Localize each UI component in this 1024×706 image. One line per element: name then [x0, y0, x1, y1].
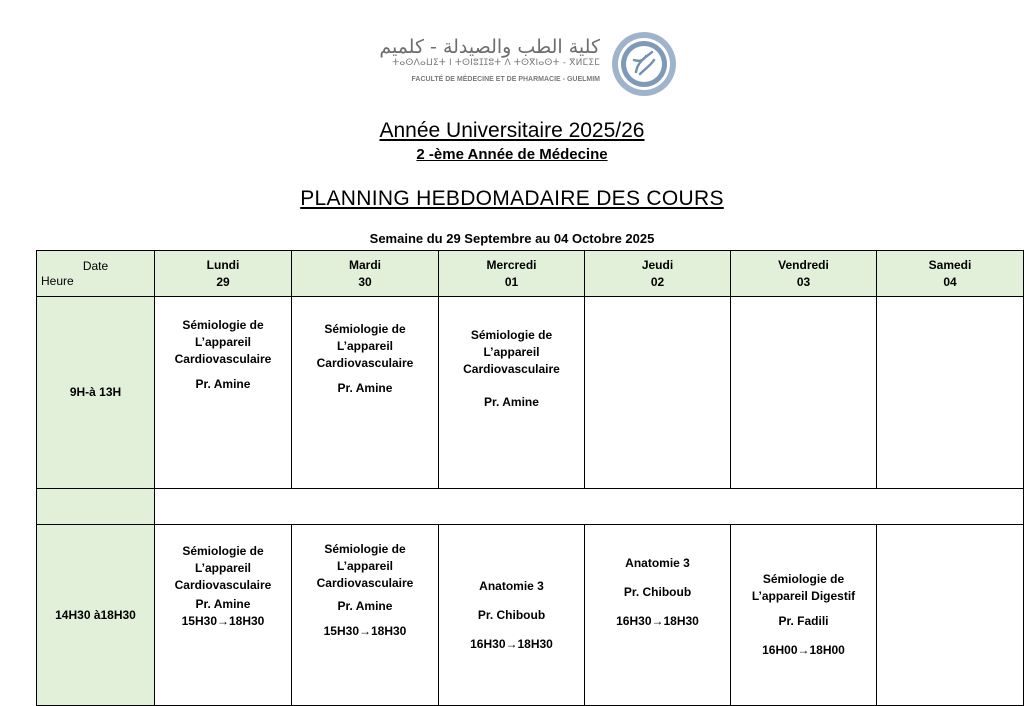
course-line: L’appareil [194, 561, 252, 575]
day-number: 29 [216, 274, 230, 289]
day-header-jeudi [585, 251, 731, 297]
break-span-cell [155, 489, 1024, 525]
faculty-name-arabic: كلية الطب والصيدلة - كلميم [379, 36, 600, 58]
faculty-logo [610, 30, 678, 98]
professor-name: Pr. Amine [337, 381, 393, 395]
day-header-vendredi [731, 251, 877, 297]
morning-row [37, 297, 1024, 489]
course-cell-samedi-morning [877, 297, 1024, 489]
course-cell-mardi-afternoon [292, 525, 439, 706]
day-number: 03 [796, 274, 811, 289]
course-cell-jeudi-morning [585, 297, 731, 489]
day-header-mardi [292, 251, 439, 297]
day-name: Vendredi [778, 257, 829, 272]
professor-name: Pr. Amine [195, 377, 251, 391]
course-line: Cardiovasculaire [463, 362, 560, 376]
course-cell-samedi-afternoon [877, 525, 1024, 706]
break-time-cell [37, 489, 155, 525]
break-row [37, 489, 1024, 525]
planning-title: PLANNING HEBDOMADAIRE DES COURS [300, 187, 724, 210]
corner-date-label: Date [82, 259, 109, 273]
day-header-samedi [877, 251, 1024, 297]
course-title: Anatomie 3 [479, 578, 544, 593]
day-number: 01 [504, 274, 519, 289]
day-name: Mardi [348, 257, 381, 272]
schedule-table [36, 250, 1024, 706]
course-cell-mercredi-morning [439, 297, 585, 489]
course-hours: 16H30→18H30 [616, 614, 699, 628]
course-cell-mercredi-afternoon [439, 525, 585, 706]
day-header-mercredi [439, 251, 585, 297]
week-label: Semaine du 29 Septembre au 04 Octobre 2025 [369, 231, 655, 246]
course-cell-vendredi-morning [731, 297, 877, 489]
study-year-subtitle: 2 -ème Année de Médecine [416, 146, 608, 163]
professor-name: Pr. Chiboub [623, 585, 692, 599]
course-line: Sémiologie de [762, 572, 845, 586]
day-number: 30 [358, 274, 372, 289]
professor-name: Pr. Fadili [778, 614, 829, 628]
corner-heure-label: Heure [41, 274, 74, 288]
course-cell-mardi-morning [292, 297, 439, 489]
time-slot-afternoon: 14H30 à18H30 [37, 525, 155, 706]
course-cell-vendredi-afternoon [731, 525, 877, 706]
course-hours: 16H00→18H00 [762, 643, 845, 657]
time-slot-morning: 9H-à 13H [37, 297, 155, 489]
course-line: Cardiovasculaire [174, 352, 272, 366]
day-number: 04 [943, 274, 957, 289]
course-hours: 15H30→18H30 [181, 614, 265, 628]
professor-name: Pr. Amine [484, 395, 539, 409]
course-cell-lundi-afternoon [155, 525, 292, 706]
course-hours: 15H30→18H30 [323, 624, 407, 638]
faculty-name-tifinagh: ⵜⴰⵙⴷⴰⵡⵉⵜ ⵏ ⵜⵙⵏⵓⵊⵊⵓⵜ ⴷ ⵜⵙⴳⵏⴰⵙⵜ - ⴳⵍⵎⵉⵎ [392, 58, 600, 68]
course-cell-jeudi-afternoon [585, 525, 731, 706]
course-line: Cardiovasculaire [316, 356, 414, 370]
day-number: 02 [650, 274, 665, 289]
course-line: Sémiologie de [324, 542, 406, 556]
course-line: L’appareil [336, 559, 394, 573]
course-line: Sémiologie de [470, 328, 553, 342]
faculty-name-french: FACULTÉ DE MÉDECINE ET DE PHARMACIE - GUELMIM [411, 76, 600, 83]
corner-cell [37, 251, 155, 297]
day-name: Jeudi [641, 257, 674, 272]
professor-name: Pr. Amine [337, 599, 393, 613]
day-header-lundi [155, 251, 292, 297]
course-line: L’appareil [483, 345, 540, 359]
course-line: Cardiovasculaire [316, 576, 414, 590]
course-line: L’appareil Digestif [751, 589, 856, 603]
course-title: Anatomie 3 [625, 556, 690, 570]
course-hours: 16H30→18H30 [470, 636, 553, 651]
day-name: Samedi [928, 257, 972, 272]
day-name: Mercredi [486, 257, 537, 272]
professor-name: Pr. Amine [195, 597, 251, 611]
table-header-row [37, 251, 1024, 297]
professor-name: Pr. Chiboub [477, 607, 546, 622]
course-line: L’appareil [336, 339, 394, 353]
course-line: L’appareil [194, 335, 252, 349]
course-cell-lundi-morning [155, 297, 292, 489]
afternoon-row [37, 525, 1024, 706]
course-line: Sémiologie de [182, 318, 264, 332]
day-name: Lundi [206, 257, 240, 272]
academic-year-title: Année Universitaire 2025/26 [379, 119, 645, 142]
course-line: Sémiologie de [182, 544, 264, 558]
course-line: Sémiologie de [324, 322, 406, 336]
course-line: Cardiovasculaire [174, 578, 272, 592]
